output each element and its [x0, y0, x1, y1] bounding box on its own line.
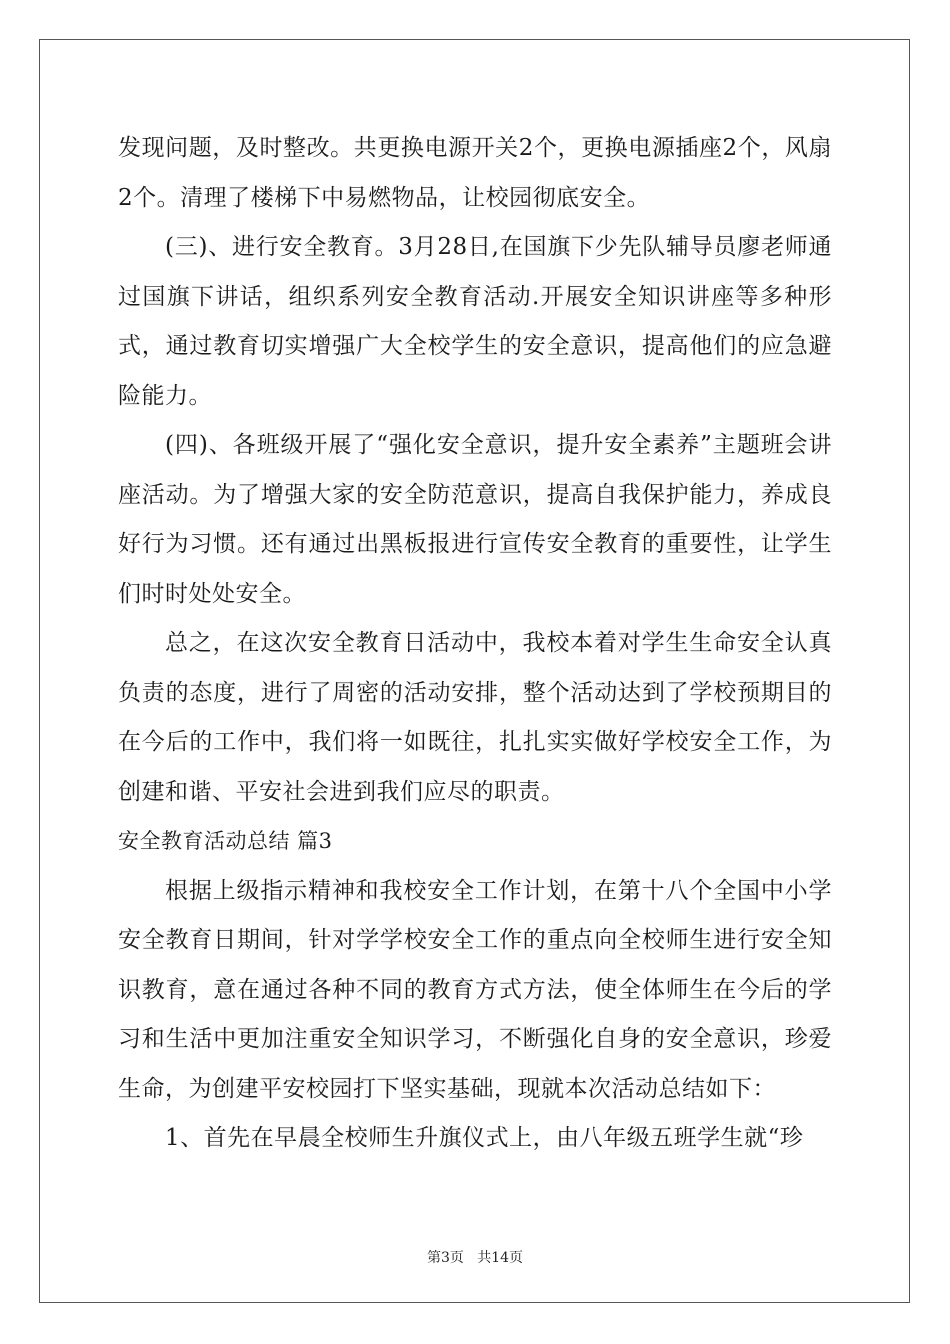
paragraph-1: 发现问题，及时整改。共更换电源开关2个，更换电源插座2个，风扇2个。清理了楼梯下中易燃物品，让校园彻底安全。: [118, 135, 832, 211]
paragraph-2: (三)、进行安全教育。3月28日,在国旗下少先队辅导员廖老师通过国旗下讲话，组织系列安全教育活动.开展安全知识讲座等多种形式，通过教育切实增强广大全校学生的安全意识，提高他们的应急避险能力。: [118, 234, 832, 409]
page-footer: 第3页 共14页: [426, 1250, 524, 1266]
paragraph-6: 1、首先在早晨全校师生升旗仪式上，由八年级五班学生就“珍: [165, 1125, 804, 1151]
document-body: [118, 124, 832, 1164]
paragraph-5: 根据上级指示精神和我校安全工作计划，在第十八个全国中小学安全教育日期间，针对学学校安全工作的重点向全校师生进行安全知识教育，意在通过各种不同的教育方式方法，使全体师生在今后的学习和生活中更加注重安全知识学习，不断强化自身的安全意识，珍爱生命，为创建平安校园打下坚实基础，现就本次活动总结如下：: [118, 877, 832, 1102]
section-heading: 安全教育活动总结 篇3: [118, 829, 333, 853]
paragraph-3: (四)、各班级开展了“强化安全意识，提升安全素养”主题班会讲座活动。为了增强大家的安全防范意识，提高自我保护能力，养成良好行为习惯。还有通过出黑板报进行宣传安全教育的重要性，让学生们时时处处安全。: [118, 432, 832, 607]
paragraph-4: 总之，在这次安全教育日活动中，我校本着对学生生命安全认真负责的态度，进行了周密的活动安排，整个活动达到了学校预期目的在今后的工作中，我们将一如既往，扎扎实实做好学校安全工作，为创建和谐、平安社会进到我们应尽的职责。: [118, 630, 832, 805]
